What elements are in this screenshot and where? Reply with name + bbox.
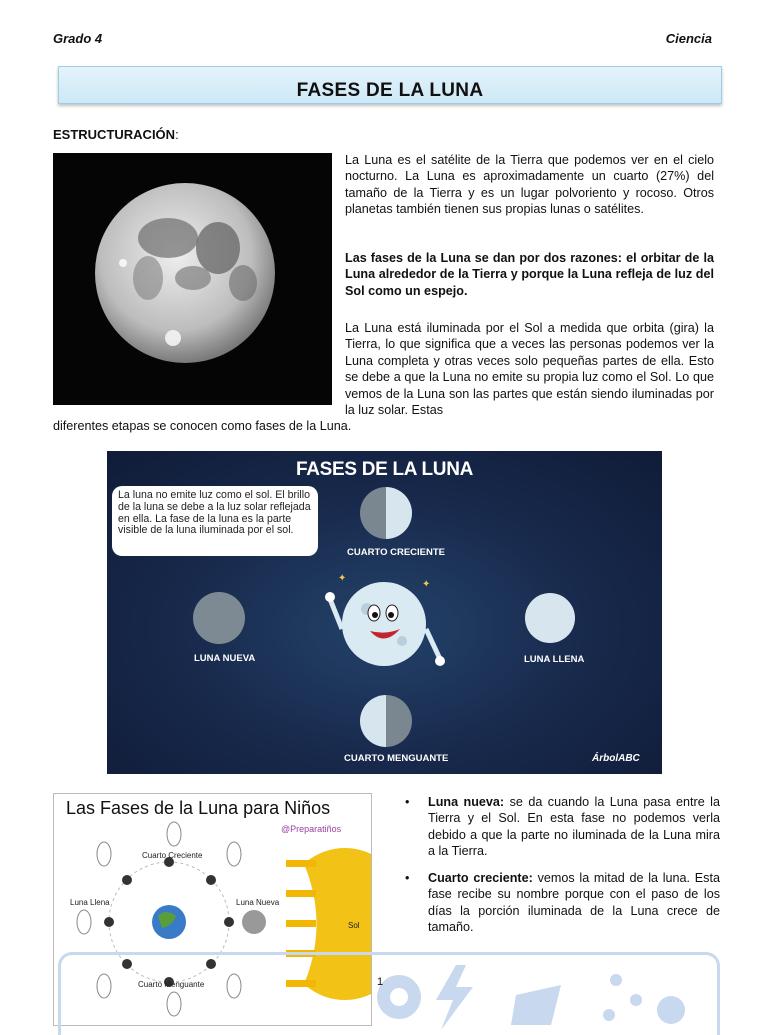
- label-cuarto-creciente: CUARTO CRECIENTE: [347, 547, 445, 558]
- full-moon-photo: [53, 153, 332, 405]
- infographic-speech-bubble: La luna no emite luz como el sol. El brillo de la luna se debe a la luz solar reflejada en ella. La fase de la luna es la parte visible de la luna iluminada por el sol.: [112, 486, 318, 556]
- figure2-credit: @Preparatiños: [281, 824, 342, 834]
- science-icons-decoration: [61, 955, 717, 1030]
- illumination-paragraph: La Luna está iluminada por el Sol a medida que orbita (gira) la Tierra, lo que significa que a veces las personas podemos ver la Luna completa y otras veces solo pequeñas partes de ella. Esto se debe a que la Luna no emite su propia luz como el Sol. Lo que vemos de la Luna son las partes que están siendo iluminadas por la luz solar. Estas: [345, 321, 714, 418]
- first-quarter-moon-icon: [360, 487, 412, 539]
- page-title: FASES DE LA LUNA: [296, 80, 484, 101]
- label-luna-llena: LUNA LLENA: [524, 654, 585, 665]
- header-subject: Ciencia: [665, 31, 712, 46]
- bullet-icon: •: [405, 795, 410, 809]
- intro-paragraph: La Luna es el satélite de la Tierra que podemos ver en el cielo nocturno. La Luna es aproximadamente un cuarto (27%) del tamaño de la Tierra y es un lugar polvoriento y rocoso. Otros planetas también tienen sus propias lunas o satélites.: [345, 153, 714, 217]
- smiling-moon-character-icon: [322, 569, 447, 679]
- label-luna-nueva: LUNA NUEVA: [194, 653, 256, 664]
- svg-text:✦: ✦: [338, 573, 347, 584]
- fig2-label-luna-llena: Luna Llena: [70, 898, 110, 907]
- last-quarter-moon-icon: [360, 695, 412, 747]
- moon-phases-infographic: [107, 451, 662, 774]
- page-number: 1: [377, 976, 384, 988]
- illumination-paragraph-cont: diferentes etapas se conocen como fases de la Luna.: [53, 419, 352, 433]
- fig2-label-luna-nueva: Luna Nueva: [236, 898, 280, 907]
- section-label: ESTRUCTURACIÓN:: [53, 127, 179, 142]
- phases-reason-paragraph: Las fases de la Luna se dan por dos razones: el orbitar de la Luna alrededor de la Tierra y porque la Luna refleja de luz del Sol como un espejo.: [345, 251, 714, 298]
- new-moon-icon: [193, 592, 245, 644]
- footer-decoration: [58, 952, 720, 1035]
- fig2-label-cuarto-creciente: Cuarto Creciente: [142, 851, 203, 860]
- bullet-icon: •: [405, 871, 410, 885]
- fig2-label-cuarto-menguante: Cuarto Menguante: [138, 980, 205, 989]
- brand-logo: ÁrbolABC: [592, 753, 640, 764]
- fig2-label-sol: Sol: [348, 921, 360, 930]
- svg-text:✦: ✦: [422, 579, 431, 590]
- title-box: [58, 66, 722, 104]
- infographic-title: FASES DE LA LUNA: [295, 459, 474, 480]
- full-moon-icon: [525, 593, 575, 643]
- header-grade: Grado 4: [53, 31, 103, 46]
- figure2-title: Las Fases de la Luna para Niños: [66, 798, 331, 818]
- label-cuarto-menguante: CUARTO MENGUANTE: [344, 753, 449, 764]
